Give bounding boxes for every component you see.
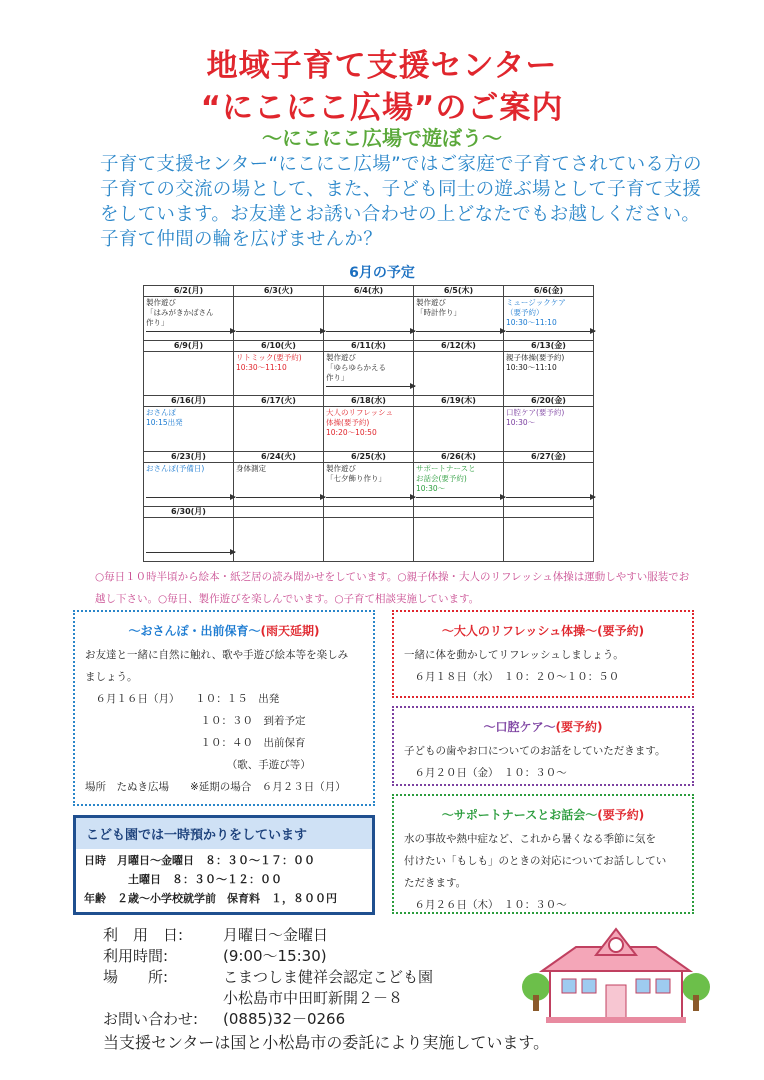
calendar-event: 大人のリフレッシュ: [326, 408, 393, 418]
calendar-event: 製作遊び: [326, 463, 356, 473]
info-row: [103, 946, 327, 967]
sanpo-box: [73, 610, 375, 806]
box_sanpo-line: ましょう。: [85, 671, 138, 683]
calendar-event: 10:20～10:50: [326, 428, 377, 438]
nurse-box: [392, 794, 694, 914]
calendar-cell: [324, 517, 414, 561]
calendar-cell: [504, 407, 594, 451]
calendar-event: 親子体操(要予約): [506, 353, 565, 363]
calendar-event: 「七夕飾り作り」: [326, 473, 386, 483]
sanpo-box-tag: (雨天延期): [260, 624, 320, 638]
footer-note: 当支援センターは国と小松島市の委託により実施しています。: [103, 1033, 550, 1052]
calendar-cell: [414, 297, 504, 341]
calendar-cell: [324, 297, 414, 341]
kodomoen-title: こども園では一時預かりをしています: [76, 818, 372, 849]
calendar-cell: [324, 352, 414, 396]
box_sanpo-line: （歌、手遊び等）: [85, 759, 311, 771]
calendar-date: [414, 506, 504, 517]
calendar-date: 6/2(月): [144, 286, 234, 297]
oral-box-title: ～口腔ケア～: [483, 720, 556, 734]
calendar-cell: [414, 352, 504, 396]
calendar-event: 10:30～11:10: [506, 318, 557, 328]
box_nurse-line: 水の事故や熱中症など、これから暑くなる季節に気を: [404, 833, 656, 845]
info-value: 月曜日～金曜日: [223, 926, 329, 944]
calendar-cell: [234, 352, 324, 396]
calendar-date: 6/18(水): [324, 396, 414, 407]
info-label: お問い合わせ:: [103, 1010, 199, 1028]
calendar-event: 10:30～: [416, 483, 446, 493]
calendar-arrow: [506, 331, 595, 332]
info-row: [103, 967, 433, 988]
calendar-date: [324, 506, 414, 517]
title-line-1: 地域子育て支援センター: [206, 48, 558, 84]
school-building-illustration: [516, 925, 716, 1025]
refresh-box-header: [404, 620, 682, 642]
calendar-cell: [144, 462, 234, 506]
calendar-date: 6/11(水): [324, 341, 414, 352]
calendar-event: サポートナースと: [416, 463, 476, 473]
box_oral-line: ６月２０日（金） １０：３０～: [404, 767, 567, 779]
calendar-arrow: [326, 386, 415, 387]
calendar-cell: [144, 517, 234, 561]
info-value: こまつしま健祥会認定こども園: [223, 968, 434, 986]
calendar-event: 10:30～: [506, 418, 536, 428]
info-label: 利用時間:: [103, 947, 169, 965]
kodomoen-line: 日時 月曜日～金曜日 ８：３０～１７：００: [84, 854, 315, 867]
daily-notes: ○毎日１０時半頃から絵本・紙芝居の読み聞かせをしています。○親子体操・大人のリフレッシュ体操は運動しやすい服装でお越し下さい。○毎日、製作遊びを楽しんでいます。○子育て相談実施しています。: [95, 571, 690, 605]
calendar-date: 6/25(水): [324, 451, 414, 462]
info-label: 場 所:: [103, 968, 169, 986]
calendar-cell: [234, 297, 324, 341]
calendar-event: お話会(要予約): [416, 473, 467, 483]
calendar-cell: [414, 462, 504, 506]
calendar-date: 6/9(月): [144, 341, 234, 352]
box_sanpo-line: １０：４０ 出前保育: [85, 737, 306, 749]
box_oral-line: 子どもの歯やお口についてのお話をしていただきます。: [404, 745, 666, 757]
nurse-box-header: [404, 804, 682, 826]
box_sanpo-line: 場所 たぬき広場 ※延期の場合 ６月２３日（月）: [85, 781, 346, 793]
box_nurse-line: ６月２６日（木） １０：３０～: [404, 899, 567, 911]
calendar-arrow: [236, 497, 325, 498]
refresh-box: [392, 610, 694, 698]
calendar-date: 6/16(月): [144, 396, 234, 407]
calendar-arrow: [146, 331, 235, 332]
calendar-cell: [234, 462, 324, 506]
calendar-arrow: [326, 497, 415, 498]
calendar-date: 6/23(月): [144, 451, 234, 462]
subtitle: ～にこにこ広場で遊ぼう～: [262, 126, 502, 150]
refresh-box-body: [404, 644, 682, 688]
kodomoen-line: 土曜日 ８：３０～１２：００: [84, 873, 282, 886]
calendar-event: 身体測定: [236, 463, 266, 473]
box_sanpo-line: お友達と一緒に自然に触れ、歌や手遊び絵本等を楽しみ: [85, 649, 349, 661]
calendar-event: 「はみがきかばさん: [146, 308, 214, 318]
kodomoen-box: [73, 815, 375, 915]
info-label: 利 用 日:: [103, 926, 184, 944]
calendar-date: 6/12(木): [414, 341, 504, 352]
calendar-cell: [144, 407, 234, 451]
calendar-cell: [144, 352, 234, 396]
calendar-date: 6/19(木): [414, 396, 504, 407]
calendar-arrow: [416, 497, 505, 498]
kodomoen-line: 年齢 ２歳～小学校就学前 保育料 １，８００円: [84, 892, 337, 905]
sanpo-box-body: [85, 644, 363, 798]
info-value: (0885)32－0266: [223, 1010, 346, 1028]
box_sanpo-line: ６月１６日（月） １０：１５ 出発: [85, 693, 280, 705]
calendar-cell: [414, 407, 504, 451]
calendar-arrow: [236, 331, 325, 332]
calendar-title: 6月の予定: [349, 265, 415, 281]
calendar-date: 6/6(金): [504, 286, 594, 297]
nurse-box-tag: (要予約): [597, 808, 645, 822]
calendar-date: [504, 506, 594, 517]
info-value: (9:00～15:30): [223, 947, 327, 965]
oral-box-tag: (要予約): [555, 720, 603, 734]
box_refresh-line: ６月１８日（水） １０：２０～１０：５０: [404, 671, 620, 683]
refresh-box-title: ～大人のリフレッシュ体操～: [441, 624, 598, 638]
calendar-date: 6/20(金): [504, 396, 594, 407]
calendar-cell: [324, 407, 414, 451]
calendar-event: 製作遊び: [146, 298, 176, 308]
title-line-2: “にこにこ広場”のご案内: [200, 90, 564, 126]
calendar-event: 体操(要予約): [326, 418, 370, 428]
calendar-event: リトミック(要予約): [236, 353, 302, 363]
calendar-table: [143, 285, 594, 562]
calendar-event: 製作遊び: [326, 353, 356, 363]
calendar-arrow: [506, 497, 595, 498]
info-row: [103, 988, 403, 1009]
calendar-date: 6/10(火): [234, 341, 324, 352]
calendar-date: 6/17(火): [234, 396, 324, 407]
calendar-cell: [324, 462, 414, 506]
intro-text: 子育て支援センター“にこにこ広場”ではご家庭で子育てされている方の子育ての交流の場として、また、子ども同士の遊ぶ場として子育て支援をしています。お友達とお誘い合わせの上どなたでもお越しください。子育て仲間の輪を広げませんか？: [100, 154, 702, 250]
calendar-event: おさんぽ(予備日): [146, 463, 205, 473]
oral-box-header: [404, 716, 682, 738]
calendar-event: 製作遊び: [416, 298, 446, 308]
sanpo-box-title: ～おさんぽ・出前保育～: [128, 624, 261, 638]
info-value: 小松島市中田町新開２－８: [223, 989, 404, 1007]
kodomoen-body: [76, 849, 372, 910]
calendar-cell: [144, 297, 234, 341]
calendar-cell: [414, 517, 504, 561]
calendar-event: （要予約）: [506, 308, 544, 318]
info-row: [103, 1009, 345, 1030]
box_refresh-line: 一緒に体を動かしてリフレッシュしましょう。: [404, 649, 624, 661]
calendar-date: 6/5(木): [414, 286, 504, 297]
box_nurse-line: ただきます。: [404, 877, 467, 889]
calendar-arrow: [326, 331, 415, 332]
calendar-cell: [504, 462, 594, 506]
box_sanpo-line: １０：３０ 到着予定: [85, 715, 306, 727]
refresh-box-tag: (要予約): [597, 624, 645, 638]
calendar-event: おさんぽ: [146, 408, 176, 418]
calendar-event: 口腔ケア(要予約): [506, 408, 565, 418]
oral-box-body: [404, 740, 682, 784]
nurse-box-body: [404, 828, 682, 916]
calendar-cell: [234, 517, 324, 561]
calendar-date: 6/26(木): [414, 451, 504, 462]
calendar-cell: [234, 407, 324, 451]
info-row: [103, 925, 328, 946]
box_nurse-line: 付けたい「もしも」のときの対応についてお話ししてい: [404, 855, 667, 867]
calendar-cell: [504, 297, 594, 341]
calendar-arrow: [416, 331, 505, 332]
calendar-date: 6/4(水): [324, 286, 414, 297]
calendar-date: 6/27(金): [504, 451, 594, 462]
calendar-cell: [504, 352, 594, 396]
calendar-event: 作り」: [326, 373, 349, 383]
calendar-event: 「時計作り」: [416, 308, 461, 318]
calendar-event: 10:15出発: [146, 418, 183, 428]
calendar-event: 10:30～11:10: [236, 363, 287, 373]
oral-box: [392, 706, 694, 786]
sanpo-box-header: [85, 620, 363, 642]
calendar-event: 10:30～11:10: [506, 363, 557, 373]
calendar-date: [234, 506, 324, 517]
calendar-event: ミュージックケア: [506, 298, 566, 308]
calendar-arrow: [146, 497, 235, 498]
calendar-cell: [504, 517, 594, 561]
calendar-date: 6/24(火): [234, 451, 324, 462]
calendar-date: 6/30(月): [144, 506, 234, 517]
calendar-date: 6/13(金): [504, 341, 594, 352]
calendar-event: 作り」: [146, 318, 169, 328]
calendar-date: 6/3(火): [234, 286, 324, 297]
calendar-arrow: [146, 552, 235, 553]
nurse-box-title: ～サポートナースとお話会～: [441, 808, 598, 822]
calendar-event: 「ゆらゆらかえる: [326, 363, 386, 373]
